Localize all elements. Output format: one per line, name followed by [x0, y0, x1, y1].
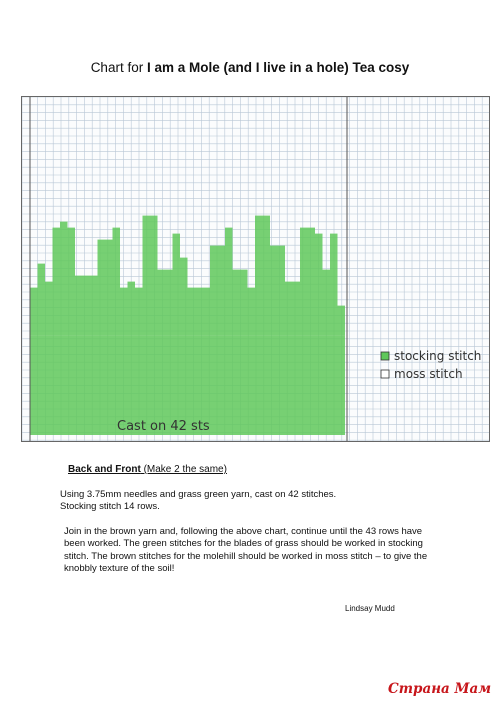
page-title	[0, 60, 500, 75]
grass-blade	[315, 234, 323, 336]
grass-blade	[120, 288, 128, 336]
author-signature: Lindsay Mudd	[345, 604, 395, 613]
grass-blade	[180, 258, 188, 336]
grass-blade	[98, 240, 106, 336]
section-heading-note: (Make 2 the same)	[140, 464, 227, 475]
cast-on-label: Cast on 42 sts	[117, 419, 210, 434]
grass-blade	[285, 282, 293, 336]
grass-blade	[105, 240, 113, 336]
grass-blade	[240, 270, 248, 336]
legend-swatch	[381, 352, 389, 360]
grass-blade	[150, 216, 158, 336]
legend-label: moss stitch	[394, 367, 463, 381]
grass-blade	[218, 246, 226, 336]
knitting-chart	[21, 96, 490, 442]
grass-blade	[323, 270, 331, 336]
title-prefix: Chart for	[90, 60, 147, 75]
grass-blade	[233, 270, 241, 336]
grass-blade	[143, 216, 151, 336]
grass-blade	[68, 228, 76, 336]
watermark-logo: Страна Мам	[388, 681, 492, 697]
grass-blade	[330, 234, 338, 336]
grass-blade	[75, 276, 83, 336]
section-heading	[68, 464, 227, 475]
grass-blade	[263, 216, 271, 336]
grass-blade	[53, 228, 61, 336]
grass-blade	[60, 222, 68, 336]
instruction-line-cast-on: Using 3.75mm needles and grass green yarn, cast on 42 stitches.	[60, 489, 337, 500]
grass-blade	[45, 282, 53, 336]
legend-swatch	[381, 370, 389, 378]
knitting-chart-svg	[22, 97, 489, 441]
grass-blade	[210, 246, 218, 336]
grass-blade	[90, 276, 98, 336]
grass-blade	[248, 288, 256, 336]
grass-blade	[173, 234, 181, 336]
grass-blade	[38, 264, 46, 336]
grass-blade	[165, 270, 173, 336]
instruction-line-stocking: Stocking stitch 14 rows.	[60, 501, 160, 512]
grass-blade	[278, 246, 286, 336]
instruction-paragraph-2: Join in the brown yarn and, following the above chart, continue until the 43 rows have been worked. The green stitches for the blades of grass should be worked in stocking stitch. The brown stitches for the molehill should be worked in moss stitch – to give the knobbly texture of the soil!	[64, 526, 428, 574]
grass-blade	[158, 270, 166, 336]
grass-blade	[128, 282, 136, 336]
grass-blade	[195, 288, 203, 336]
grass-blade	[135, 288, 143, 336]
grass-blade	[113, 228, 121, 336]
grass-blade	[83, 276, 91, 336]
grass-blade	[225, 228, 233, 336]
grass-blade	[308, 228, 316, 336]
instruction-paragraph-1	[60, 489, 440, 513]
grass-blade	[255, 216, 263, 336]
grass-blade	[270, 246, 278, 336]
grass-blade	[300, 228, 308, 336]
title-pattern-name: I am a Mole (and I live in a hole) Tea cosy	[146, 60, 410, 75]
grass-blade	[30, 288, 38, 336]
grass-blade	[293, 282, 301, 336]
grass-blade	[203, 288, 211, 336]
section-heading-bold: Back and Front	[68, 464, 141, 475]
grass-blade	[338, 306, 346, 336]
legend-label: stocking stitch	[394, 349, 482, 363]
grass-blade	[188, 288, 196, 336]
